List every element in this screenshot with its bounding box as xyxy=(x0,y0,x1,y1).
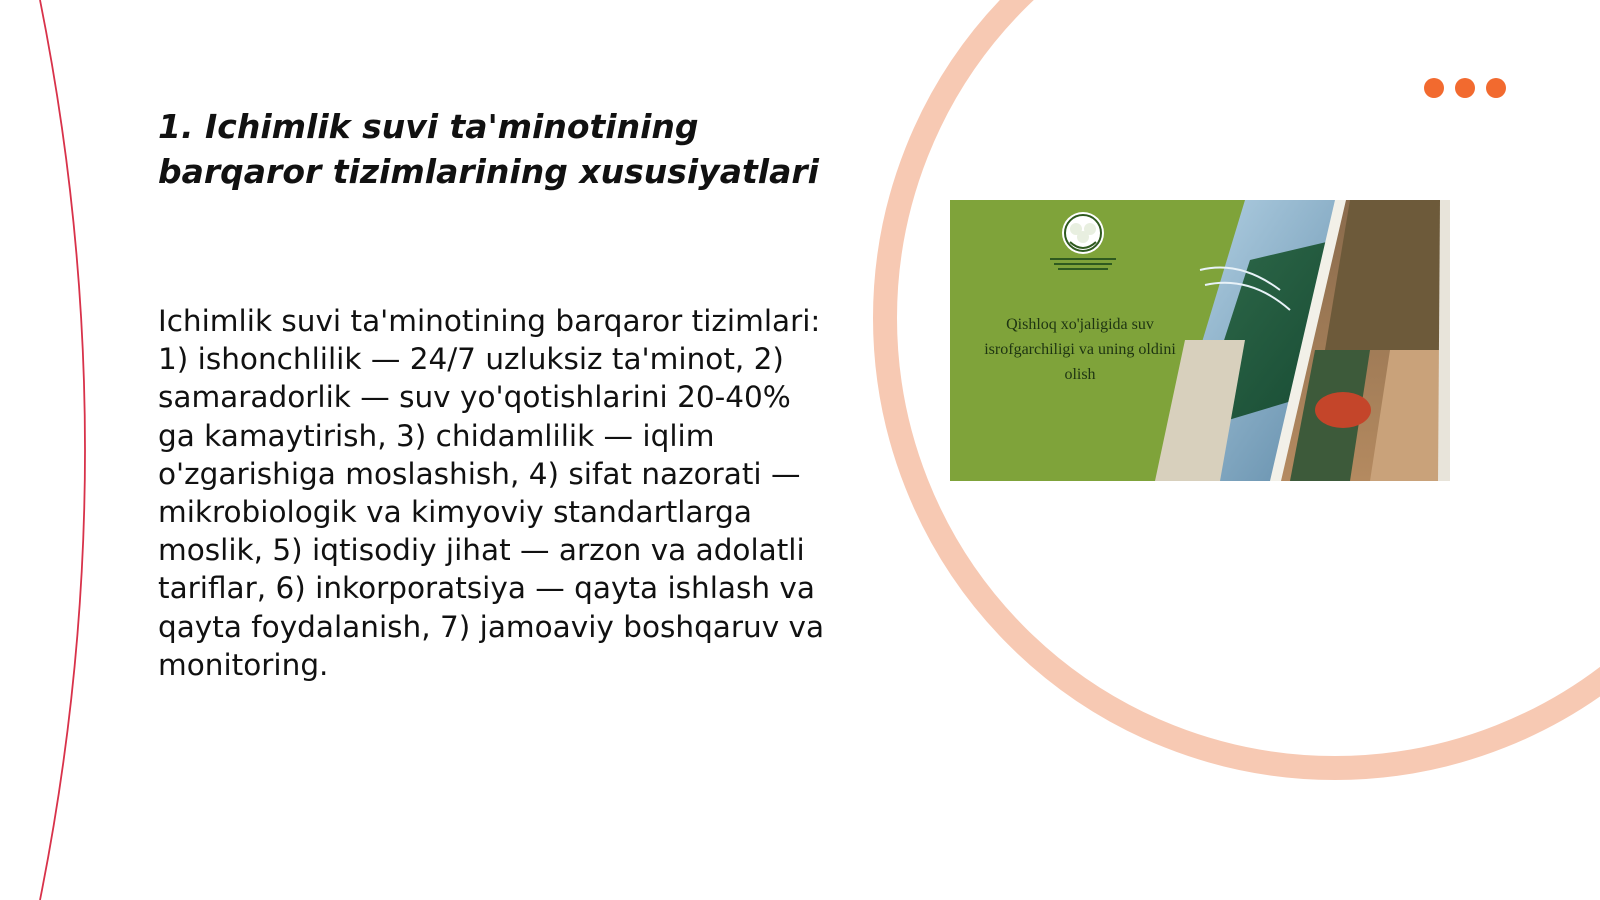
dot xyxy=(1455,78,1475,98)
three-dots-icon xyxy=(1424,78,1506,98)
dot xyxy=(1424,78,1444,98)
book-cover-image xyxy=(950,200,1450,481)
dot xyxy=(1486,78,1506,98)
slide-title: 1. Ichimlik suvi ta'minotining barqaror tizimlarining xususiyatlari xyxy=(158,107,819,191)
book-title: Qishloq xo'jaligida suv isrofgarchiligi va uning oldini olish xyxy=(984,316,1176,383)
left-red-curve xyxy=(40,0,85,900)
body-text: Ichimlik suvi ta'minotining barqaror tizimlari: 1) ishonchlilik — 24/7 uzluksiz ta'minot, 2) samaradorlik — suv yo'qotishlarini 20-40% ga kamaytirish, 3) chidamlilik — iqlim o'zgarishiga moslashish, 4) sifat nazorati — mikrobiologik va kimyoviy standartlarga moslik, 5) iqtisodiy jihat — arzon va adolatli tariflar, 6) inkorporatsiya — qayta ishlash va qayta foydalanish, 7) jamoaviy boshqaruv va monitoring. xyxy=(158,304,825,682)
